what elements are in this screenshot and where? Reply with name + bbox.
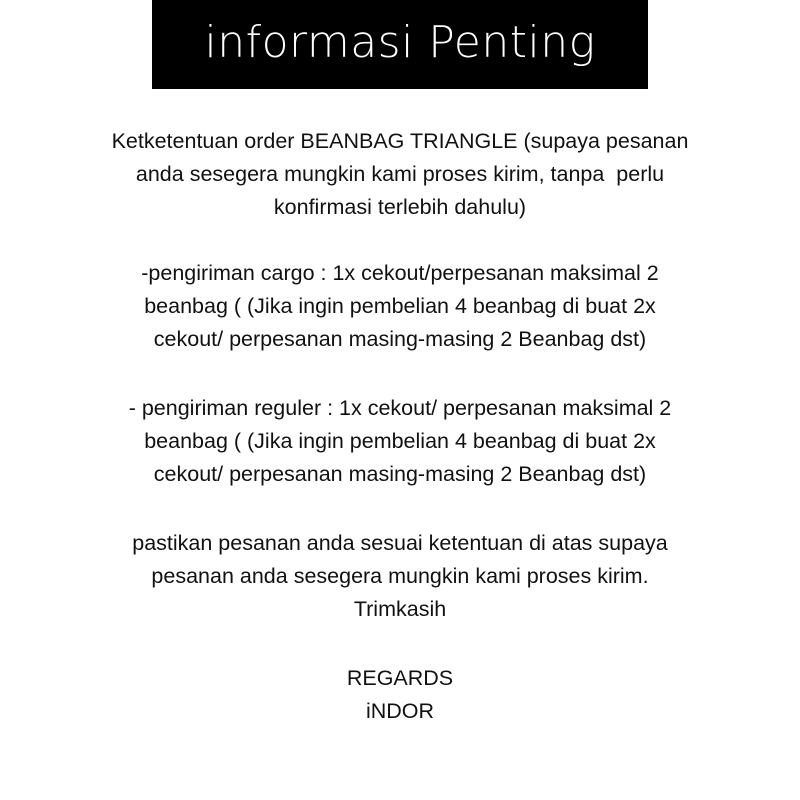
signoff-text: REGARDS [346,666,454,690]
brand-name: iNDOR [365,699,435,723]
text-line: pastikan pesanan anda sesuai ketentuan di atas supaya [132,531,668,555]
text-line: cekout/ perpesanan masing-masing 2 Beanbag dst) [153,327,647,351]
intro-paragraph [60,125,740,224]
text-line: konfirmasi terlebih dahulu) [273,195,527,219]
closing-paragraph [60,527,740,626]
text-line: Ketketentuan order BEANBAG TRIANGLE (supaya pesanan [111,129,689,153]
text-line: anda sesegera mungkin kami proses kirim, tanpa perlu [135,162,665,186]
signature-block [60,662,740,728]
text-line: - pengiriman reguler : 1x cekout/ perpesanan maksimal 2 [128,396,672,420]
text-line: pesanan anda sesegera mungkin kami proses kirim. [151,564,649,588]
text-line: beanbag ( (Jika ingin pembelian 4 beanbag di buat 2x [144,294,656,318]
notice-body [60,125,740,761]
text-line: beanbag ( (Jika ingin pembelian 4 beanbag di buat 2x [144,429,656,453]
text-line: cekout/ perpesanan masing-masing 2 Beanbag dst) [153,462,647,486]
cargo-shipping-paragraph [60,257,740,356]
page-title: informasi Penting [204,16,596,68]
text-line: Trimkasih [353,597,447,621]
text-line: -pengiriman cargo : 1x cekout/perpesanan maksimal 2 [141,261,659,285]
regular-shipping-paragraph [60,392,740,491]
title-banner [152,0,648,89]
